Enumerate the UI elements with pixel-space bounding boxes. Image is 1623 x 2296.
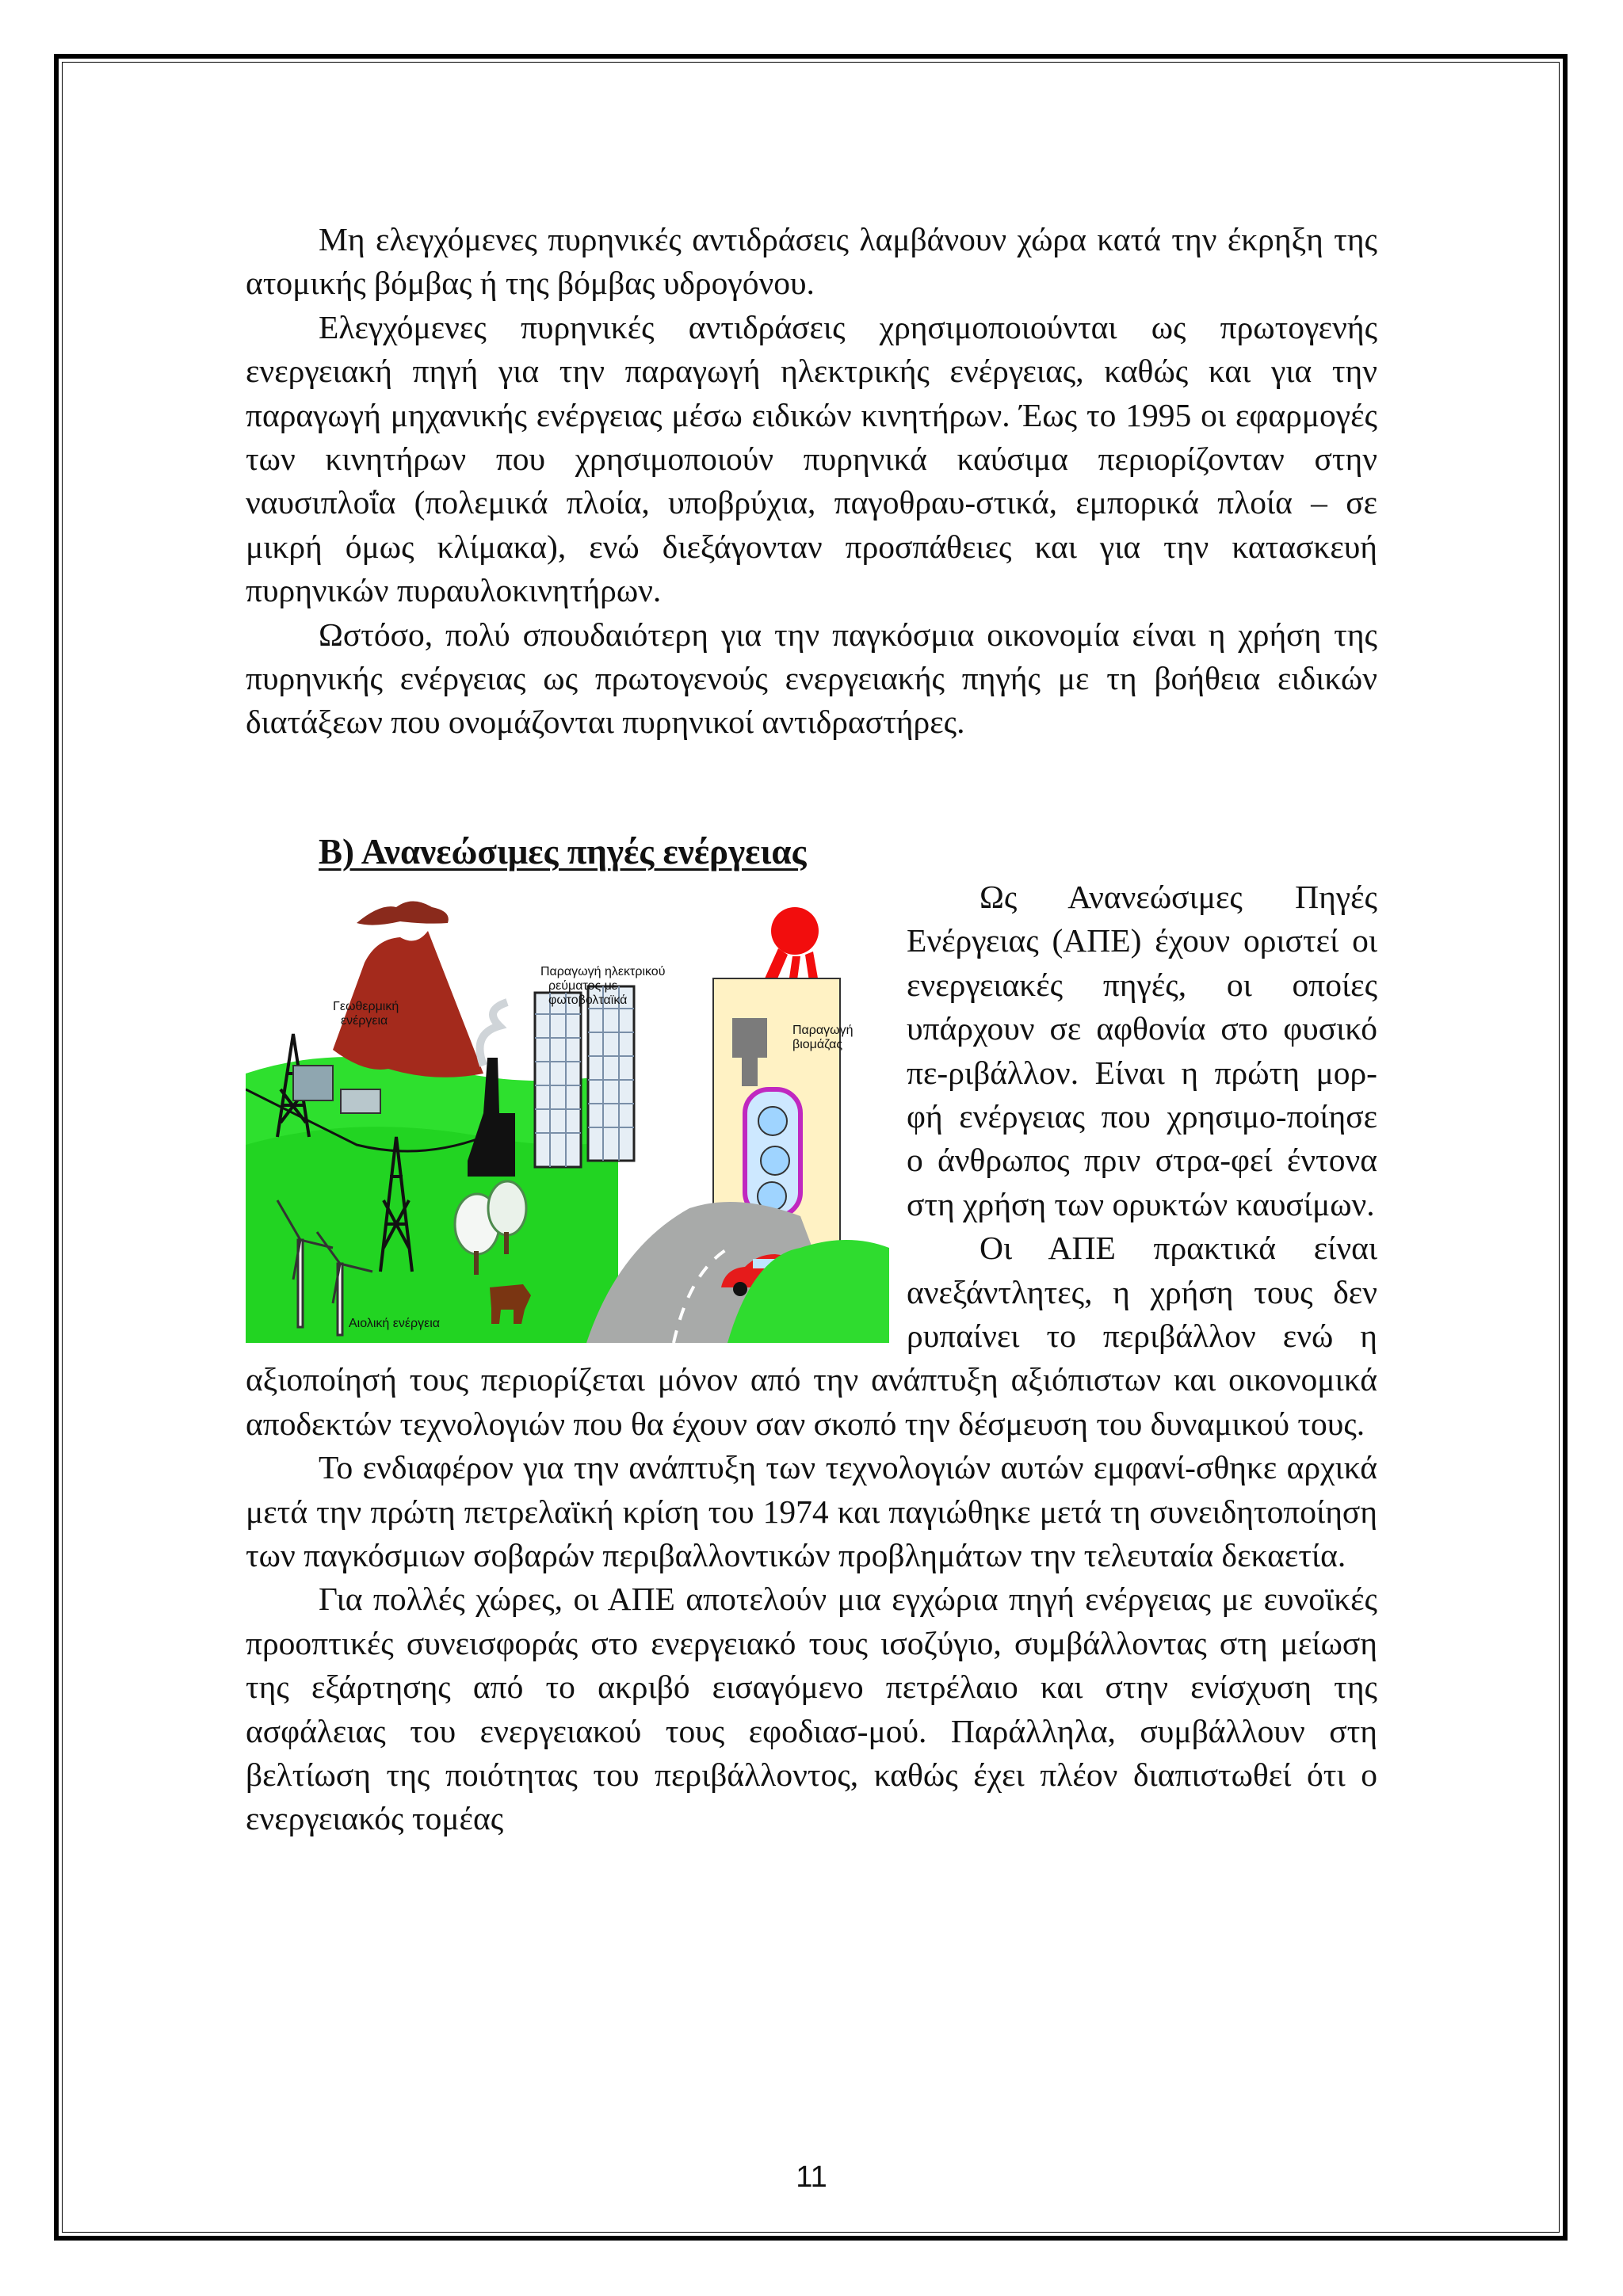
renewable-energy-illustration	[246, 875, 889, 1343]
volcano-smoke	[357, 901, 449, 925]
paragraph-uncontrolled-reactions: Μη ελεγχόμενες πυρηνικές αντιδράσεις λαμβάνουν χώρα κατά την έκρηξη της ατομικής βόμβας ή της βόμβας υδρογόνου.	[246, 221, 1377, 302]
figure-label-geothermal: Γεωθερμική	[333, 999, 399, 1013]
figure-label-wind: Αιολική ενέργεια	[349, 1316, 441, 1330]
paragraph-nuclear-reactors: Ωστόσο, πολύ σπουδαιότερη για την παγκόσμια οικονομία είναι η χρήση της πυρηνικής ενέργειας ως πρωτογενούς ενεργειακής πηγής με τη βοήθεια ειδικών διατάξεων που ονομάζονται πυρηνικοί αντιδραστήρες.	[246, 616, 1377, 741]
page-content	[246, 218, 1377, 1841]
geothermal-station	[293, 1066, 333, 1100]
paragraph-renewables-interest: Το ενδιαφέρον για την ανάπτυξη των τεχνολογιών αυτών εμφανί-σθηκε αρχικά μετά την πρώτη πετρελαϊκή κρίση του 1974 και παγιώθηκε μετά τη συνειδητοποίηση των παγκόσμιων σοβαρών περιβαλλοντικών προβλημάτων την τελευταία δεκαετία.	[246, 1449, 1377, 1573]
paragraph-renewables-inexhaustible: Οι ΑΠΕ πρακτικά είναι ανεξάντλητες, η χρήση τους δεν ρυπαίνει το περιβάλλον ενώ η αξιοποίησή τους περιορίζεται μόνον από την ανάπτυξη αξιόπιστων και οικονομικά αποδεκτών τεχνολογιών που θα έχουν σαν σκοπό την δέσμευση του δυναμικού τους.	[246, 1230, 1377, 1442]
figure-label-biomass: Παραγωγή	[792, 1023, 854, 1037]
paragraph-renewables-intro	[246, 875, 1377, 1330]
renewables-intro-text: Ως Ανανεώσιμες Πηγές Ενέργειας (ΑΠΕ) έχουν οριστεί οι ενεργειακές πηγές, οι οποίες υπάρχουν σε αφθονία στο φυσικό πε-ριβάλλον. Είναι η πρώτη μορ-φή ενέργειας που χρησιμο-ποίησε ο άνθρωπος πριν στρα-φεί έντονα στη χρήση των ορυκτών καυσίμων.	[907, 878, 1377, 1222]
section-heading-renewables: Β) Ανανεώσιμες πηγές ενέργειας	[319, 831, 807, 871]
paragraph-controlled-reactions: Ελεγχόμενες πυρηνικές αντιδράσεις χρησιμοποιούνται ως πρωτογενής ενεργειακή πηγή για την παραγωγή ηλεκτρικής ενέργειας, καθώς και για την παραγωγή μηχανικής ενέργειας μέσω ειδικών κινητήρων. Έως το 1995 οι εφαρμογές των κινητήρων που χρησιμοποιούν πυρηνικά καύσιμα περιορίζονταν στην ναυσιπλοΐα (πολεμικά πλοία, υποβρύχια, παγοθραυ-στικά, εμπορικά πλοία – σε μικρή όμως κλίμακα), ενώ διεξάγονταν προσπάθειες και για την κατασκευή πυρηνικών πυραυλοκινητήρων.	[246, 308, 1377, 609]
svg-text:Γεωθερμική ενέργεια: Γεωθερμική ενέργεια Παραγωγή ηλεκτρικού ρεύματος με φωτοβολταϊκά Παραγωγή βιομάζας Αιολική ενέργεια	[333, 964, 854, 1330]
paragraph-renewables-benefits: Για πολλές χώρες, οι ΑΠΕ αποτελούν μια εγχώρια πηγή ενέργειας με ευνοϊκές προοπτικές συνεισφοράς στο ενεργειακό τους ισοζύγιο, συμβάλλοντας στη μείωση της εξάρτησης από το ακριβό εισαγόμενο πετρέλαιο και στην ενίσχυση της ασφάλειας του ενεργειακού τους εφοδιασ-μού. Παράλληλα, συμβάλλουν στη βελτίωση της ποιότητας του περιβάλλοντος, καθώς έχει πλέον διαπιστωθεί ότι ο ενεργειακός τομέας	[246, 1581, 1377, 1837]
sun-icon	[771, 907, 819, 955]
page-number: 11	[796, 2161, 827, 2194]
figure-label-photovoltaic: Παραγωγή ηλεκτρικού	[540, 964, 666, 978]
